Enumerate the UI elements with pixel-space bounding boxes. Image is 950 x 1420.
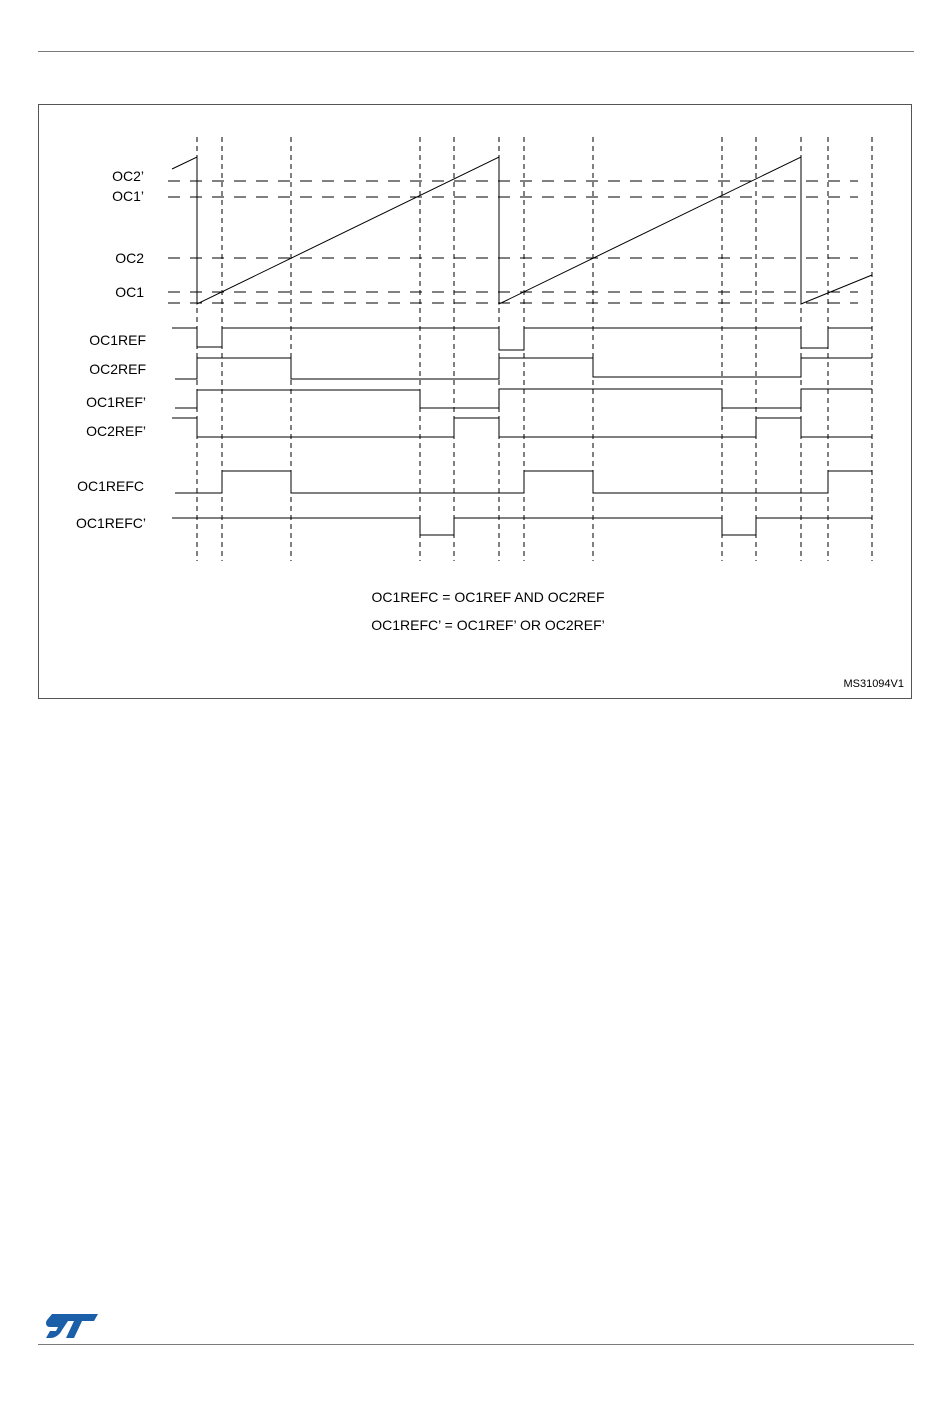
equation-and: OC1REFC = OC1REF AND OC2REF: [371, 589, 605, 605]
signal-label-oc2ref-prime: OC2REF’: [86, 423, 146, 439]
level-label-oc1-prime: OC1’: [112, 188, 144, 204]
signal-waveforms: [172, 328, 872, 535]
counter-ramp: [172, 157, 872, 304]
wave-oc1refc-prime: [172, 518, 872, 535]
equation-or: OC1REFC’ = OC1REF’ OR OC2REF’: [371, 617, 605, 633]
level-label-oc2-prime: OC2’: [112, 168, 144, 184]
signal-labels: [76, 332, 146, 531]
signal-label-oc1refc: OC1REFC: [77, 478, 144, 494]
st-logo: [44, 1312, 100, 1340]
figure-id: MS31094V1: [843, 678, 904, 690]
equations: [371, 589, 605, 633]
signal-label-oc1refc-prime: OC1REFC’: [75, 515, 146, 531]
wave-oc1ref: [172, 328, 872, 350]
level-label-oc2: OC2: [115, 250, 144, 266]
level-labels: [112, 168, 144, 300]
level-label-oc1: OC1: [115, 284, 144, 300]
wave-oc1refc: [175, 471, 872, 493]
signal-label-oc1ref-prime: OC1REF’: [86, 394, 146, 410]
wave-oc2ref-prime: [172, 418, 872, 437]
signal-label-oc2ref: OC2REF: [89, 361, 146, 377]
footer-rule: [38, 1344, 914, 1345]
compare-levels: [168, 181, 858, 303]
event-guides: [197, 137, 872, 561]
signal-label-oc1ref: OC1REF: [89, 332, 146, 348]
